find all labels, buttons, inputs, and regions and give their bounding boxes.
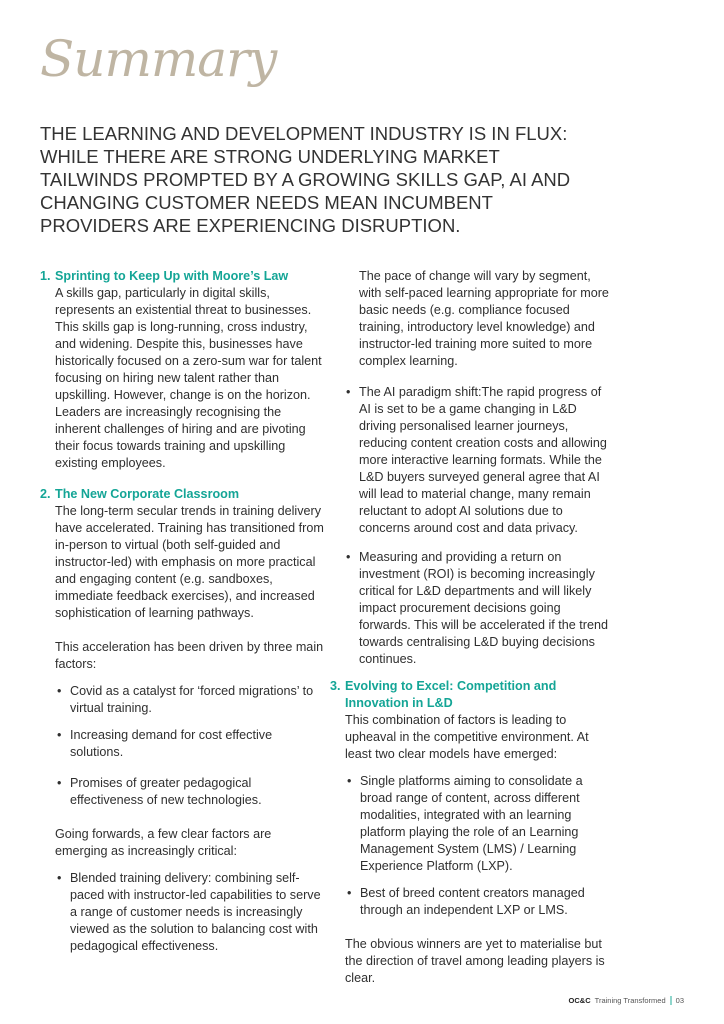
- right-column: [344, 268, 612, 668]
- section-heading: Sprinting to Keep Up with Moore’s Law: [55, 269, 289, 283]
- list-item: • The AI paradigm shift:The rapid progress of AI is set to be a game changing in L&D driving personalised learner journeys, reducing content creation costs and allowing more interactive learning formats. While the L&D buyers surveyed general agree that AI will lead to material change, many remain reluctant to adopt AI solutions due to concerns around cost and data privacy.: [344, 384, 612, 537]
- paragraph: The pace of change will vary by segment, with self-paced learning appropriate for more basic needs (e.g. compliance focused training, introductory level knowledge) and instructor-led training more suited to more complex learning.: [359, 269, 609, 368]
- lead-statement: THE LEARNING AND DEVELOPMENT INDUSTRY IS IN FLUX: WHILE THERE ARE STRONG UNDERLYING MARKET TAILWINDS PROMPTED BY A GROWING SKILLS GAP, AI AND CHANGING CUSTOMER NEEDS MEAN INCUMBENT PROVIDERS ARE EXPERIENCING DISRUPTION.: [40, 123, 571, 236]
- section-2: [40, 486, 325, 955]
- section-body: The long-term secular trends in training delivery have accelerated. Training has transitioned from in-person to virtual (both self-guided and instructor-led) with emphasis on more practical and engaging content (e.g. sandboxes, immediate feedback exercises), and increased sophistication of learning pathways.: [55, 504, 324, 620]
- section-heading: The New Corporate Classroom: [55, 487, 240, 501]
- list-item: • Increasing demand for cost effective solutions.: [40, 727, 325, 761]
- page-number: 03: [675, 996, 684, 1005]
- list-item: • Covid as a catalyst for ‘forced migrations’ to virtual training.: [40, 683, 325, 717]
- list-item: • Promises of greater pedagogical effectiveness of new technologies.: [40, 775, 325, 809]
- section-body: This combination of factors is leading to upheaval in the competitive environment. At least two clear models have emerged:: [345, 713, 589, 761]
- section-3: [330, 678, 612, 987]
- section-number: 3.: [330, 679, 341, 693]
- footer-doc-title: Training Transformed: [594, 996, 666, 1005]
- section-number: 2.: [40, 487, 51, 501]
- section-heading: Evolving to Excel: Competition and Innovation in L&D: [345, 679, 557, 710]
- page-title: Summary: [40, 30, 277, 88]
- section-1: [40, 268, 325, 472]
- list-item: • Best of breed content creators managed through an independent LXP or LMS.: [345, 885, 612, 919]
- list-item: • Measuring and providing a return on investment (ROI) is becoming increasingly critical for L&D departments and will likely impact procurement decisions going forwards. This will be accelerated if the trend towards centralising L&D buying decisions continues.: [344, 549, 612, 668]
- paragraph: The obvious winners are yet to materialise but the direction of travel among leading players is clear.: [345, 937, 605, 985]
- footer-brand: OC&C: [568, 996, 591, 1005]
- page-footer: [569, 996, 684, 1005]
- section-body: A skills gap, particularly in digital skills, represents an existential threat to businesses. This skills gap is long-running, cross industry, and widening. Despite this, businesses have historically focused on a zero-sum war for talent focusing on hiring new talent rather than upskilling. However, change is on the horizon. Leaders are increasingly recognising the inherent challenges of hiring and are pivoting their focus towards training and upskilling existing employees.: [55, 286, 322, 470]
- footer-divider: [670, 996, 672, 1005]
- paragraph: This acceleration has been driven by three main factors:: [55, 640, 324, 671]
- section-number: 1.: [40, 269, 51, 283]
- paragraph: Going forwards, a few clear factors are emerging as increasingly critical:: [55, 827, 272, 858]
- list-item: • Single platforms aiming to consolidate a broad range of content, across different modalities, integrated with an learning platform playing the role of an Learning Management System (LMS) / Learning Experience Platform (LXP).: [345, 773, 612, 875]
- list-item: • Blended training delivery: combining self-paced with instructor-led capabilities to serve a range of customer needs is increasingly viewed as the solution to balancing cost with pedagogical effectiveness.: [40, 870, 325, 955]
